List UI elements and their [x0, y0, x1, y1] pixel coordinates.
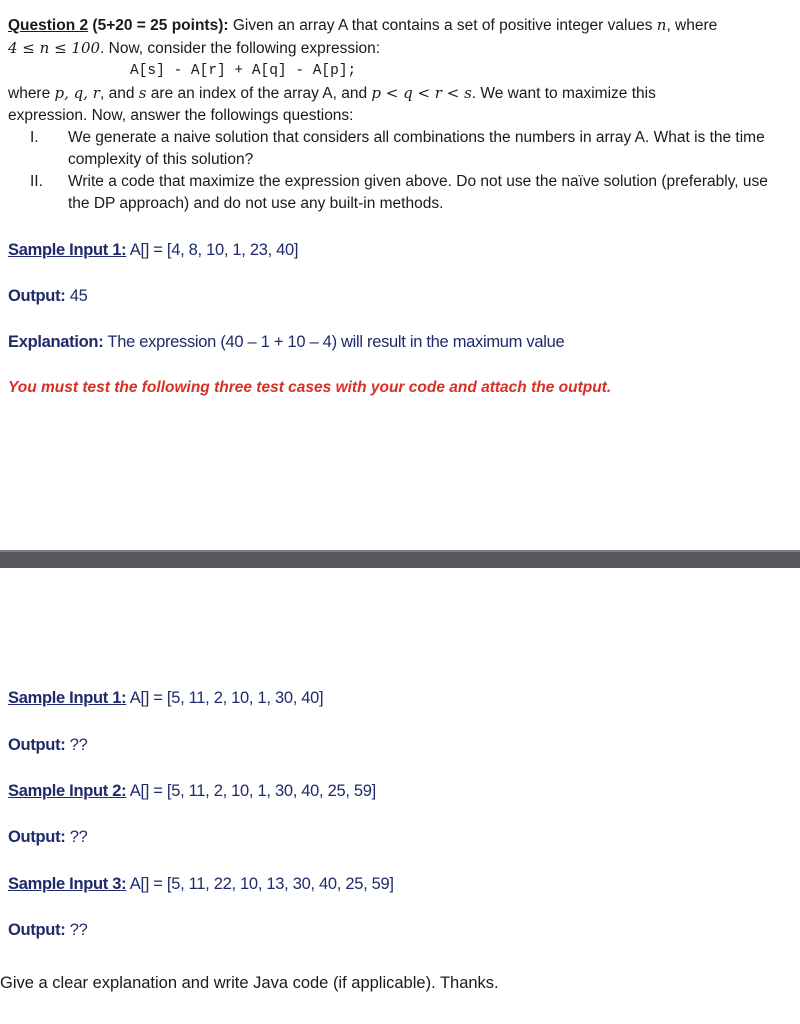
- test-output-value: ??: [69, 921, 88, 939]
- example-input-label: Sample Input 1:: [8, 241, 127, 259]
- footer-request: Give a clear explanation and write Java code (if applicable). Thanks.: [0, 974, 499, 992]
- test-output-label: Output:: [8, 736, 66, 754]
- test-input-value: A[] = [5, 11, 2, 10, 1, 30, 40, 25, 59]: [129, 782, 376, 800]
- question-line-2: [8, 37, 788, 60]
- index-order: p < q < r < s: [371, 84, 472, 102]
- question-line-expr: expression. Now, answer the followings questions:: [8, 107, 354, 124]
- index-vars: p, q, r: [54, 84, 100, 102]
- test-input-value: A[] = [5, 11, 2, 10, 1, 30, 40]: [129, 689, 324, 707]
- list-item-text: Write a code that maximize the expression given above. Do not use the naïve solution (preferably, use the DP approach) and do not use any built-in methods.: [68, 173, 768, 212]
- list-item-number: I.: [30, 129, 39, 146]
- test-input-value: A[] = [5, 11, 22, 10, 13, 30, 40, 25, 59]: [129, 875, 394, 893]
- where-mid: are an index of the array A, and: [150, 85, 368, 102]
- test-3-input: [8, 875, 394, 894]
- var-s: s: [138, 84, 147, 102]
- test-input-label: Sample Input 1:: [8, 689, 127, 707]
- question-label: Question 2: [8, 17, 89, 34]
- example-input-value: A[] = [4, 8, 10, 1, 23, 40]: [129, 241, 299, 259]
- question-line-where: [8, 82, 788, 105]
- test-1-output: [8, 736, 88, 755]
- test-output-label: Output:: [8, 828, 66, 846]
- question-line-1: [8, 14, 788, 37]
- example-output-label: Output:: [8, 287, 66, 305]
- list-item: [8, 171, 788, 215]
- list-item-text: We generate a naive solution that considers all combinations the numbers in array A. What is the time complexity of this solution?: [68, 129, 765, 168]
- explanation-value: The expression (40 – 1 + 10 – 4) will result in the maximum value: [107, 333, 565, 351]
- test-output-label: Output:: [8, 921, 66, 939]
- example-output: [8, 287, 88, 306]
- example-output-value: 45: [69, 287, 88, 305]
- where-prefix: where: [8, 85, 51, 102]
- list-item: [8, 127, 788, 171]
- line2-rest: . Now, consider the following expression:: [100, 40, 381, 57]
- question-points: (5+20 = 25 points):: [92, 17, 229, 34]
- test-instruction-note: You must test the following three test cases with your code and attach the output.: [8, 379, 612, 396]
- test-output-value: ??: [69, 828, 88, 846]
- example-explanation: [8, 333, 564, 352]
- list-item-number: II.: [30, 173, 43, 190]
- expression: A[s] - A[r] + A[q] - A[p];: [130, 63, 357, 79]
- where-and: , and: [99, 85, 135, 102]
- where-end: . We want to maximize this: [471, 85, 656, 102]
- test-3-output: [8, 921, 88, 940]
- question-intro-end: , where: [666, 17, 718, 34]
- test-2-input: [8, 782, 376, 801]
- test-output-value: ??: [69, 736, 88, 754]
- question-block: [8, 14, 788, 215]
- explanation-label: Explanation:: [8, 333, 104, 351]
- test-1-input: [8, 689, 323, 708]
- constraint: 4 ≤ n ≤ 100: [8, 39, 101, 57]
- example-input: [8, 241, 298, 260]
- test-2-output: [8, 828, 88, 847]
- question-intro: Given an array A that contains a set of positive integer values: [232, 17, 653, 34]
- test-input-label: Sample Input 3:: [8, 875, 127, 893]
- test-input-label: Sample Input 2:: [8, 782, 127, 800]
- section-divider: [0, 550, 800, 568]
- var-n: n: [656, 16, 667, 34]
- question-list: [8, 127, 788, 215]
